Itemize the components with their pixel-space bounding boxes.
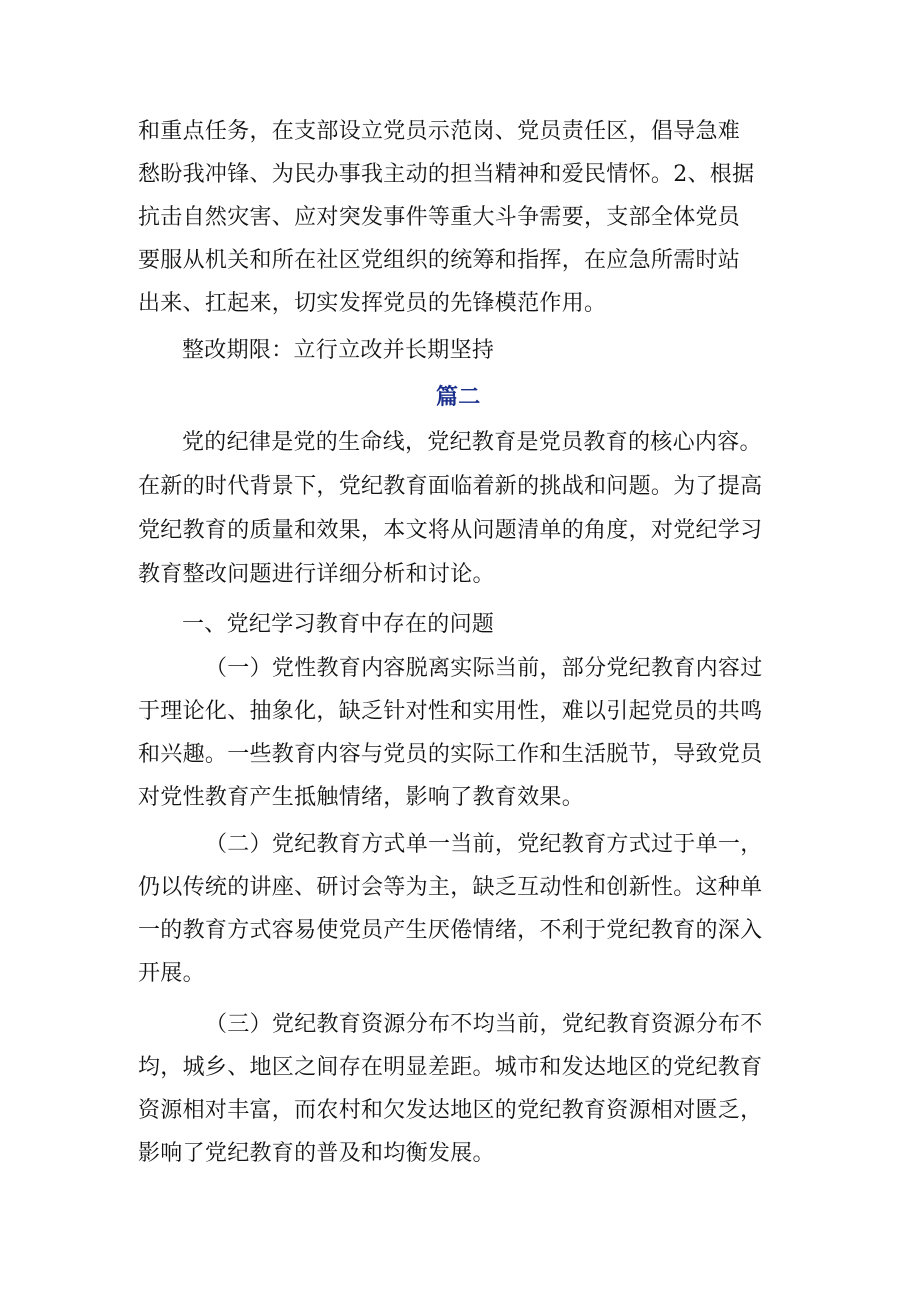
section-heading: 一、党纪学习教育中存在的问题 xyxy=(182,612,495,637)
body-text-line: 均，城乡、地区之间存在明显差距。城市和发达地区的党纪教育 xyxy=(138,1055,763,1080)
body-text-line: 一的教育方式容易使党员产生厌倦情绪，不利于党纪教育的深入 xyxy=(138,918,763,943)
section-title: 篇二 xyxy=(436,385,481,410)
body-text-line: 在新的时代背景下，党纪教育面临着新的挑战和问题。为了提高 xyxy=(138,474,763,499)
body-text-line: （三）党纪教育资源分布不均当前，党纪教育资源分布不 xyxy=(205,1012,763,1037)
body-text-line: （二）党纪教育方式单一当前，党纪教育方式过于单一， xyxy=(205,832,763,857)
body-text-line: 党纪教育的质量和效果，本文将从问题清单的角度，对党纪学习 xyxy=(138,518,763,543)
body-text-line: 愁盼我冲锋、为民办事我主动的担当精神和爱民情怀。2、根据 xyxy=(138,162,755,187)
rectification-deadline: 整改期限：立行立改并长期坚持 xyxy=(182,338,495,363)
body-text-line: 影响了党纪教育的普及和均衡发展。 xyxy=(138,1141,495,1166)
body-text-line: 于理论化、抽象化，缺乏针对性和实用性，难以引起党员的共鸣 xyxy=(138,699,763,724)
body-text-line: 出来、扛起来，切实发挥党员的先锋模范作用。 xyxy=(138,291,607,316)
body-text-line: 对党性教育产生抵触情绪，影响了教育效果。 xyxy=(138,785,585,810)
body-text-line: 教育整改问题进行详细分析和讨论。 xyxy=(138,562,495,587)
body-text-line: 和重点任务，在支部设立党员示范岗、党员责任区，倡导急难 xyxy=(138,119,741,144)
body-text-line: 开展。 xyxy=(138,961,205,986)
body-text-line: （一）党性教育内容脱离实际当前，部分党纪教育内容过 xyxy=(205,656,763,681)
body-text-line: 和兴趣。一些教育内容与党员的实际工作和生活脱节，导致党员 xyxy=(138,742,763,767)
body-text-line: 抗击自然灾害、应对突发事件等重大斗争需要，支部全体党员 xyxy=(138,205,741,230)
body-text-line: 资源相对丰富，而农村和欠发达地区的党纪教育资源相对匮乏， xyxy=(138,1098,763,1123)
body-text-line: 仍以传统的讲座、研讨会等为主，缺乏互动性和创新性。这种单 xyxy=(138,875,763,900)
body-text-line: 要服从机关和所在社区党组织的统筹和指挥，在应急所需时站 xyxy=(138,248,741,273)
body-text-line: 党的纪律是党的生命线，党纪教育是党员教育的核心内容。 xyxy=(182,430,762,455)
